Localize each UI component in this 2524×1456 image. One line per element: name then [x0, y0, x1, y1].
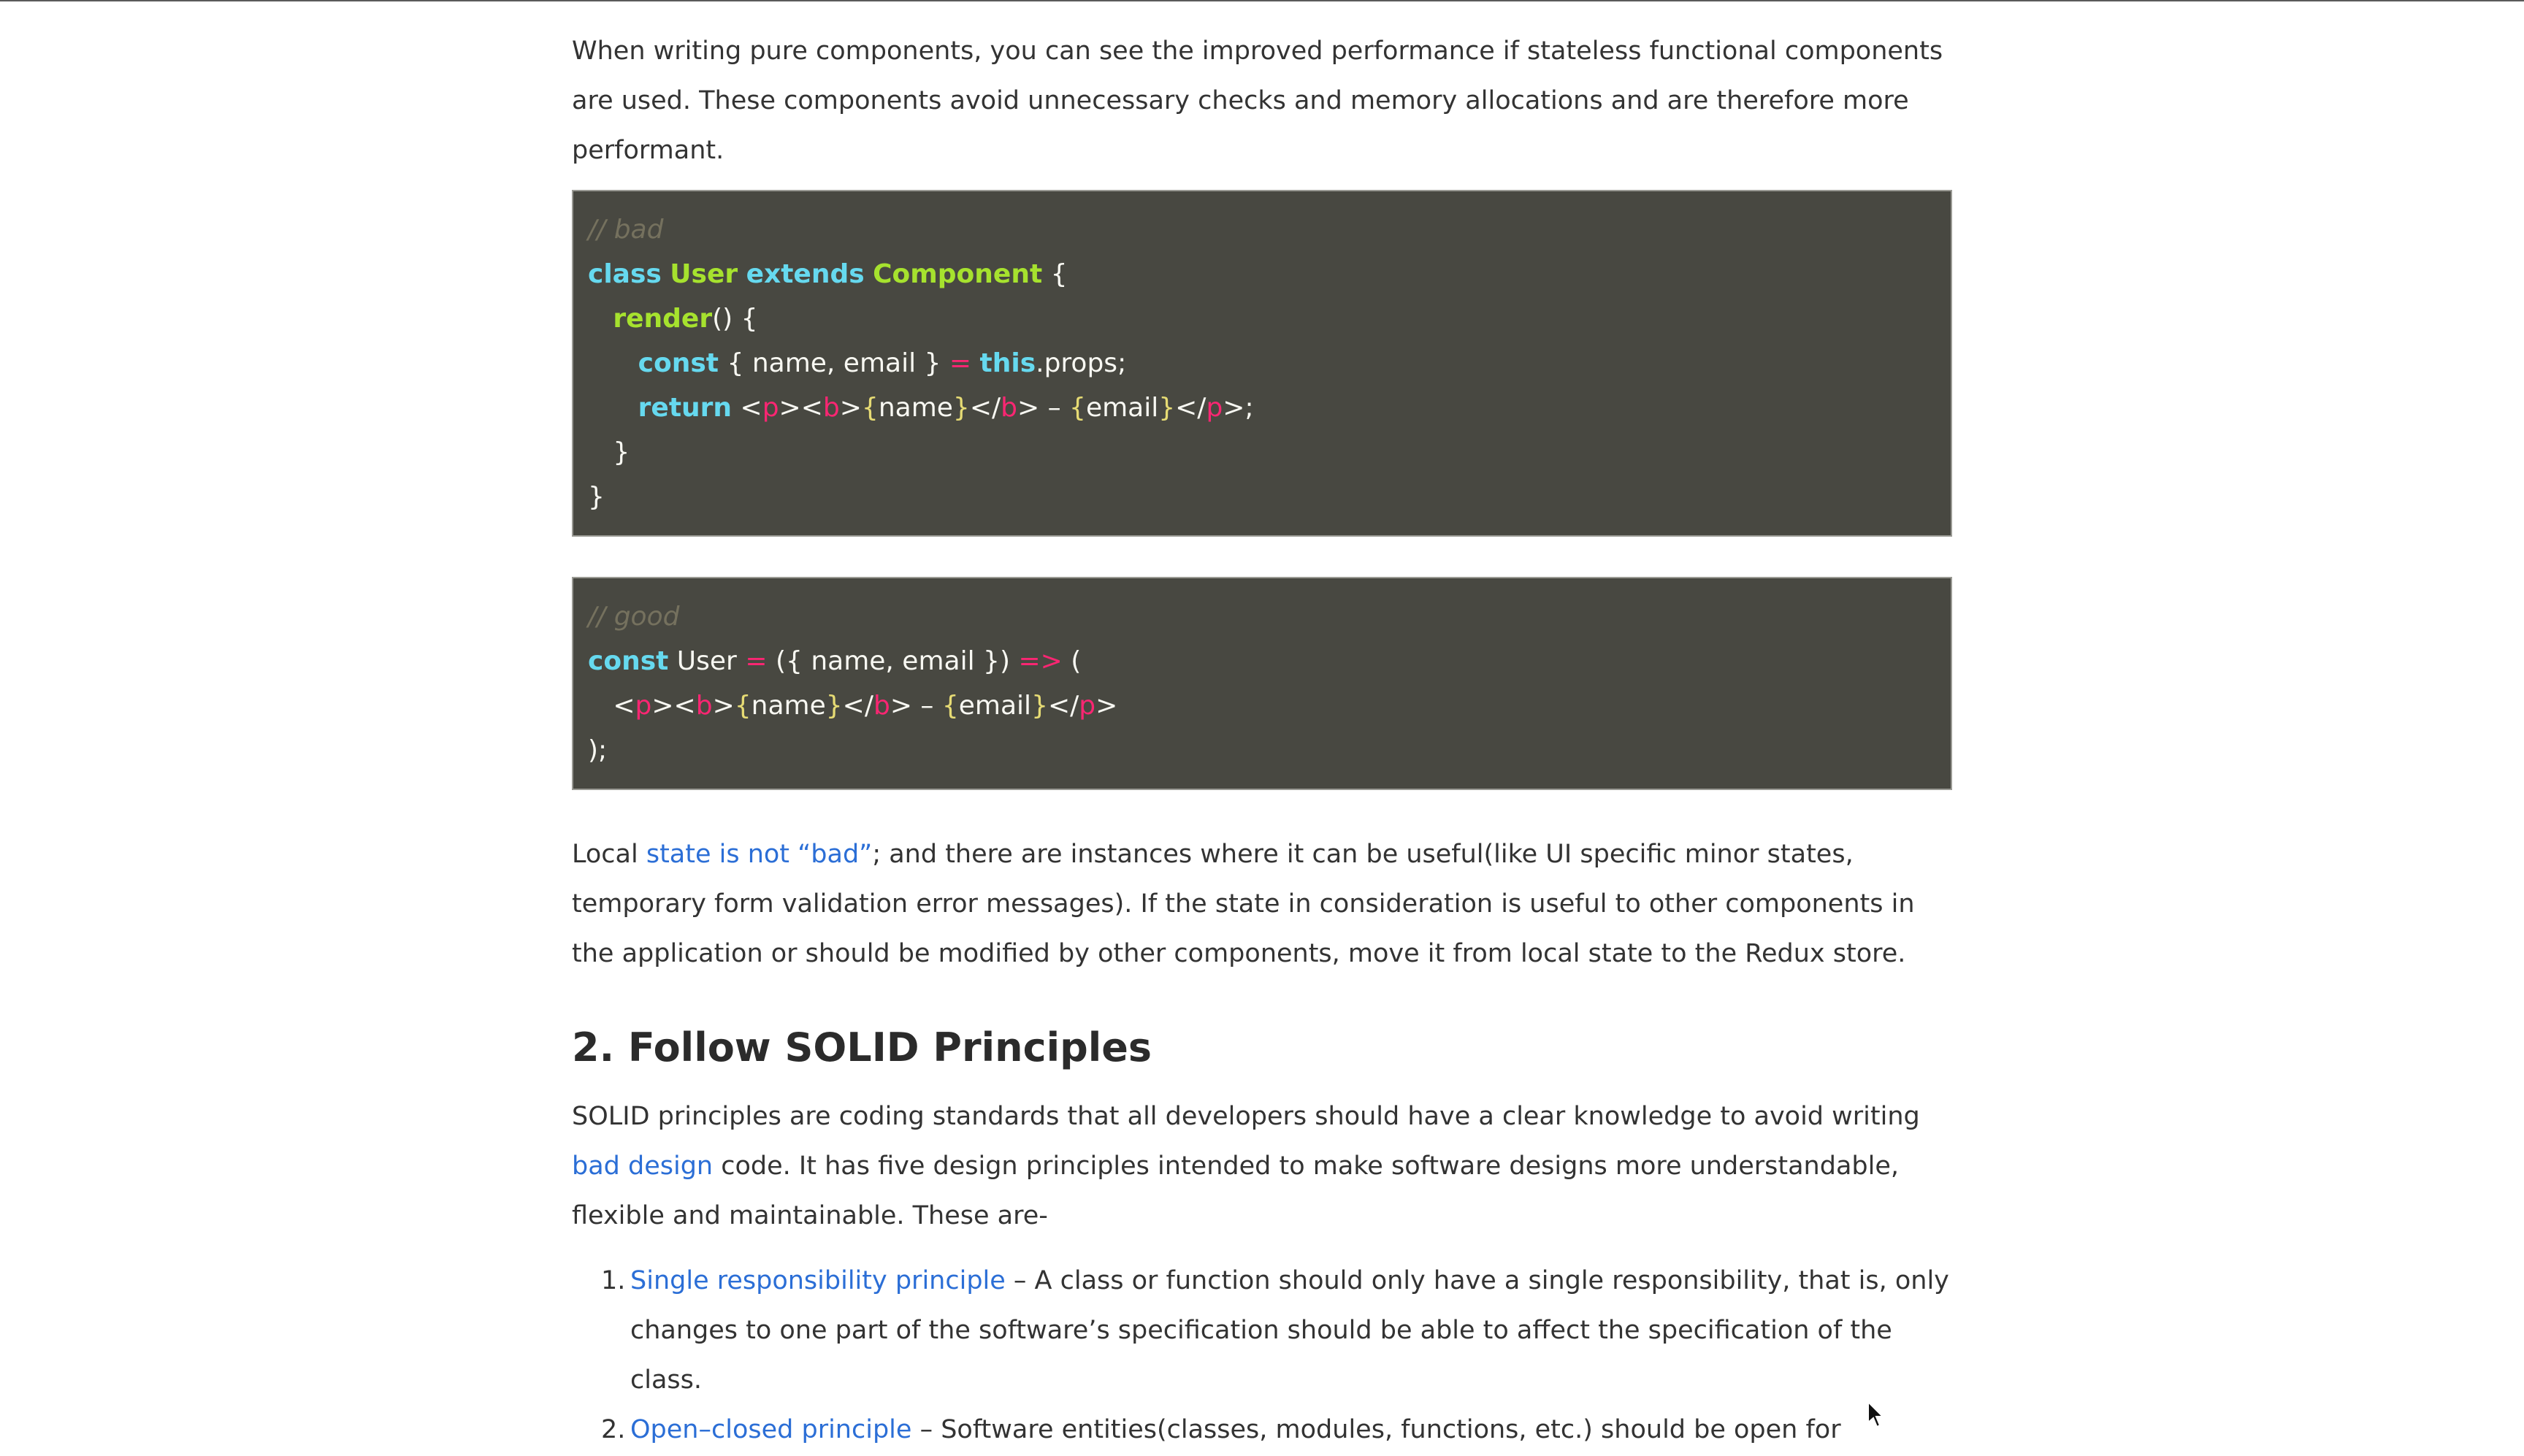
- jsx-tag-b: b: [695, 691, 713, 721]
- list-item-text: – Software entities(classes, modules, functions, etc.) should be open for: [911, 1415, 1841, 1444]
- state-text-post: ; and there are instances where it can be useful(like UI specific minor states, temporary form validation error messages). If the state in consideration is useful to other components in the application or should be modified by other components, move it from local state to the Redux store.: [572, 840, 1915, 968]
- arrow-operator: =>: [1018, 646, 1063, 676]
- list-item: [572, 1405, 1952, 1455]
- jsx-tag-p: p: [1206, 393, 1223, 423]
- code-comment: // bad: [588, 215, 664, 245]
- keyword-return: return: [638, 393, 733, 423]
- jsx-tag-p: p: [1079, 691, 1096, 721]
- open-closed-link[interactable]: Open–closed principle: [630, 1415, 912, 1444]
- jsx-close-lt: </: [1047, 691, 1079, 721]
- keyword-class: class: [588, 259, 662, 289]
- jsx-close-lt: </: [1175, 393, 1206, 423]
- jsx-lt: <: [740, 393, 762, 423]
- section-heading: 2. Follow SOLID Principles: [572, 1024, 1152, 1070]
- principles-list: [572, 1256, 1952, 1455]
- state-text-pre: Local: [572, 840, 646, 869]
- code-block-good: [572, 577, 1952, 790]
- jsx-dash: –: [1039, 393, 1070, 423]
- jsx-tag-b: b: [873, 691, 890, 721]
- assign-operator: =: [745, 646, 768, 676]
- jsx-tag-b: b: [1001, 393, 1017, 423]
- code-block-bad: [572, 190, 1952, 537]
- jsx-lbrace: {: [734, 691, 752, 721]
- code-comment: // good: [588, 602, 680, 632]
- jsx-close-lt: </: [842, 691, 873, 721]
- props-access: .props;: [1036, 348, 1127, 378]
- jsx-tag-p: p: [635, 691, 652, 721]
- jsx-gt: >: [839, 393, 862, 423]
- bad-design-link[interactable]: bad design: [572, 1152, 714, 1181]
- jsx-rbrace: }: [952, 393, 970, 423]
- open-brace: {: [741, 304, 758, 334]
- jsx-gt: >: [779, 393, 801, 423]
- state-link[interactable]: state is not “bad”: [646, 840, 873, 869]
- render-parens: (): [712, 304, 733, 334]
- jsx-gt: >: [890, 691, 912, 721]
- jsx-gt: >: [1017, 393, 1040, 423]
- parent-class: Component: [873, 259, 1043, 289]
- keyword-extends: extends: [746, 259, 865, 289]
- jsx-gt: >: [1223, 393, 1245, 423]
- closing-paren: );: [588, 735, 608, 765]
- solid-text-post: code. It has five design principles intended to make software designs more understandable, flexible and maintainable. These are-: [572, 1152, 1900, 1230]
- keyword-const: const: [638, 348, 719, 378]
- keyword-const: const: [588, 646, 669, 676]
- jsx-rbrace: }: [825, 691, 843, 721]
- jsx-close-lt: </: [969, 393, 1001, 423]
- arrow-params: ({ name, email }): [775, 646, 1010, 676]
- destructure: { name, email }: [727, 348, 941, 378]
- jsx-email: email: [958, 691, 1032, 721]
- single-responsibility-link[interactable]: Single responsibility principle: [630, 1266, 1006, 1295]
- jsx-tag-p: p: [762, 393, 779, 423]
- mouse-pointer-icon: [1867, 1401, 1884, 1430]
- keyword-this: this: [979, 348, 1036, 378]
- jsx-gt: >: [651, 691, 674, 721]
- jsx-lbrace: {: [861, 393, 879, 423]
- jsx-gt: >: [1095, 691, 1118, 721]
- const-name: User: [676, 646, 737, 676]
- solid-text-pre: SOLID principles are coding standards that all developers should have a clear knowledge to avoid writing: [572, 1102, 1920, 1131]
- jsx-tag-b: b: [822, 393, 840, 423]
- list-number: 1.: [601, 1266, 626, 1295]
- jsx-lt: <: [673, 691, 696, 721]
- close-brace: }: [613, 437, 630, 467]
- solid-paragraph: [572, 1092, 1952, 1241]
- jsx-name: name: [878, 393, 953, 423]
- jsx-semicolon: ;: [1244, 393, 1254, 423]
- jsx-rbrace: }: [1031, 691, 1048, 721]
- list-number: 2.: [601, 1415, 626, 1444]
- list-item: [572, 1256, 1952, 1405]
- class-name: User: [670, 259, 738, 289]
- jsx-name: name: [751, 691, 826, 721]
- intro-paragraph: When writing pure components, you can see the improved performance if stateless functional components are used. These components avoid unnecessary checks and memory allocations and are therefore more performant.: [572, 37, 1943, 165]
- open-brace: {: [1050, 259, 1068, 289]
- jsx-lt: <: [800, 393, 823, 423]
- jsx-rbrace: }: [1158, 393, 1176, 423]
- jsx-lbrace: {: [1069, 393, 1086, 423]
- assign-operator: =: [949, 348, 972, 378]
- state-paragraph: [572, 829, 1952, 978]
- jsx-lbrace: {: [941, 691, 959, 721]
- jsx-dash: –: [911, 691, 942, 721]
- jsx-lt: <: [613, 691, 635, 721]
- open-paren: (: [1071, 646, 1082, 676]
- jsx-gt: >: [712, 691, 735, 721]
- top-divider: [0, 0, 2524, 1]
- list-item-text: – A class or function should only have a single responsibility, that is, only changes to one part of the software’s specification should be able to affect the specification of the class.: [630, 1266, 1949, 1395]
- render-method: render: [613, 304, 713, 334]
- jsx-email: email: [1085, 393, 1159, 423]
- close-brace: }: [588, 482, 605, 512]
